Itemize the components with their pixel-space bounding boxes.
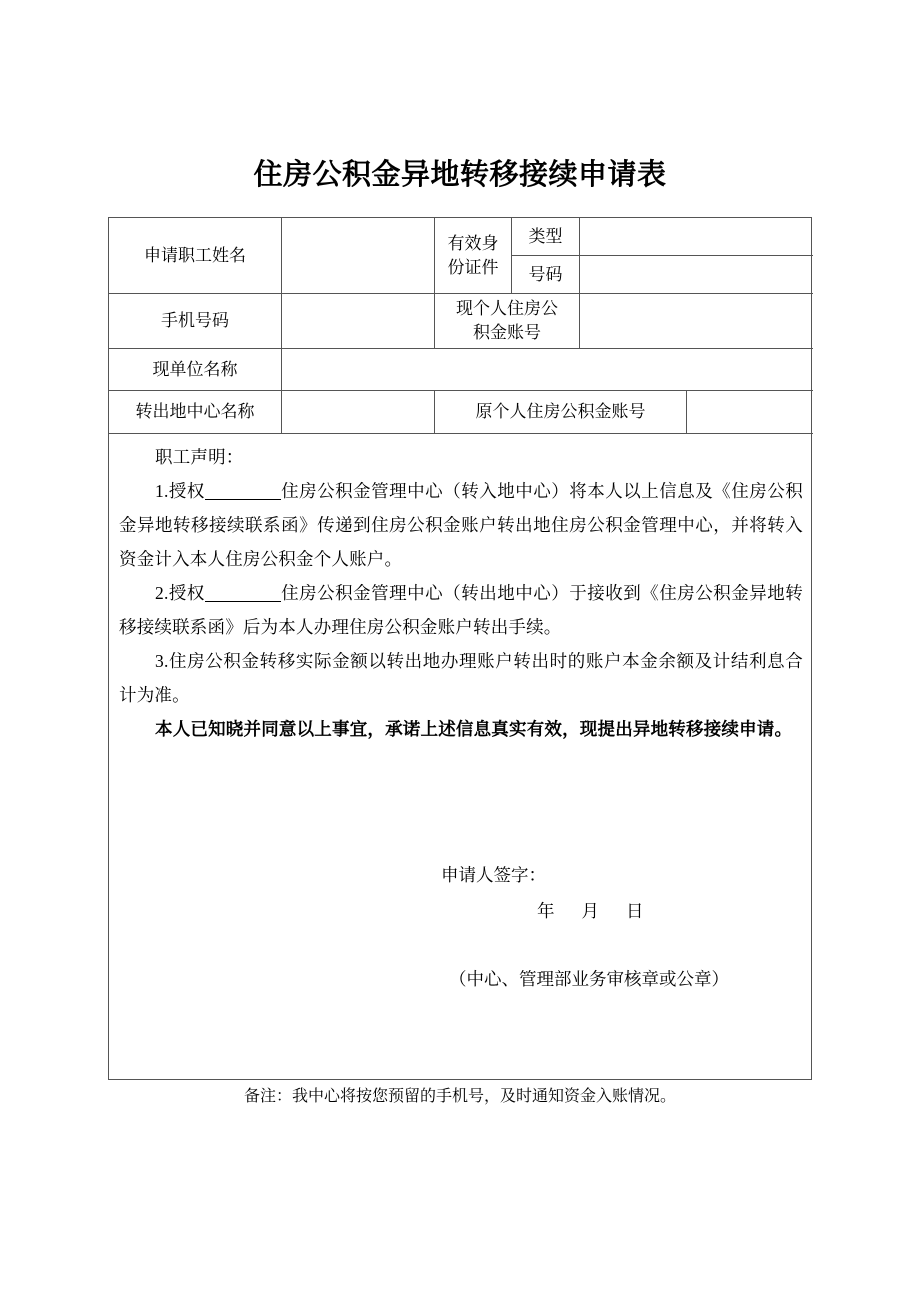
value-id-number[interactable] (579, 256, 813, 294)
label-original-account: 原个人住房公积金账号 (434, 391, 686, 434)
value-mobile-number[interactable] (281, 294, 434, 349)
declaration-item-2-suffix: 住房公积金管理中心（转出地中心）于接收到《住房公积金异地转移接续联系函》后为本人办理住房公积金账户转出手续。 (119, 583, 803, 637)
footer-note: 备注：我中心将按您预留的手机号，及时通知资金入账情况。 (243, 1088, 676, 1105)
value-transfer-out-center[interactable] (281, 391, 434, 434)
value-current-employer[interactable] (281, 349, 813, 391)
date-day-label: 日 (626, 901, 645, 921)
declaration-item-2 (119, 576, 803, 644)
signature-date-line (537, 896, 645, 926)
declaration-item-3: 3.住房公积金转移实际金额以转出地办理账户转出时的账户本金余额及计结利息合计为准。 (119, 651, 803, 705)
declaration-item-1 (119, 474, 803, 576)
label-id-number: 号码 (511, 256, 579, 294)
authorization-blank-2[interactable] (205, 601, 281, 602)
declaration-block (109, 434, 813, 1081)
label-id-document: 有效身 份证件 (434, 218, 511, 294)
applicant-signature-label: 申请人签字： (441, 865, 546, 885)
label-applicant-name: 申请职工姓名 (109, 218, 281, 294)
declaration-content (119, 440, 803, 989)
value-current-account[interactable] (579, 294, 813, 349)
declaration-item-1-suffix: 住房公积金管理中心（转入地中心）将本人以上信息及《住房公积金异地转移接续联系函》传递到住房公积金账户转出地住房公积金管理中心，并将转入资金计入本人住房公积金个人账户。 (119, 481, 803, 569)
value-id-type[interactable] (579, 218, 813, 256)
declaration-item-2-prefix: 2.授权 (155, 583, 205, 603)
date-year-label: 年 (537, 901, 556, 921)
declaration-confirmation: 本人已知晓并同意以上事宜，承诺上述信息真实有效，现提出异地转移接续申请。 (155, 719, 793, 739)
value-applicant-name[interactable] (281, 218, 434, 294)
label-id-type: 类型 (511, 218, 579, 256)
date-month-label: 月 (581, 901, 600, 921)
label-current-employer: 现单位名称 (109, 349, 281, 391)
value-original-account[interactable] (686, 391, 813, 434)
label-transfer-out-center: 转出地中心名称 (109, 391, 281, 434)
label-mobile-number: 手机号码 (109, 294, 281, 349)
official-seal-note: （中心、管理部业务审核章或公章） (449, 969, 729, 989)
declaration-heading: 职工声明： (155, 447, 244, 467)
authorization-blank-1[interactable] (205, 499, 281, 500)
application-form-table (108, 217, 812, 1080)
page-title: 住房公积金异地转移接续申请表 (253, 159, 667, 191)
label-current-account: 现个人住房公 积金账号 (434, 294, 579, 349)
declaration-item-1-prefix: 1.授权 (155, 481, 205, 501)
